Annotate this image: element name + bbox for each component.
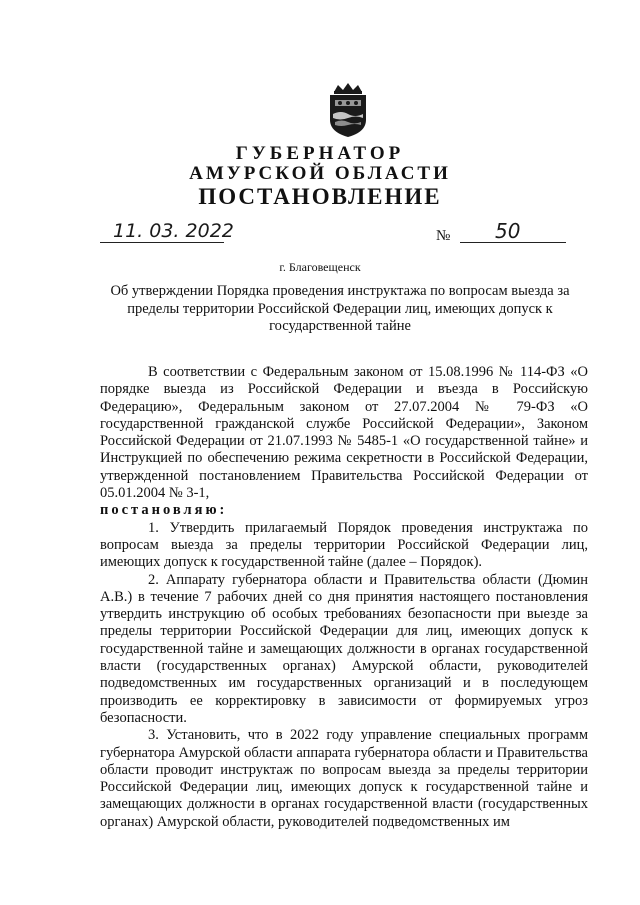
document-date: 11. 03. 2022 — [113, 220, 234, 242]
number-underline — [460, 242, 566, 243]
document-body — [100, 364, 588, 831]
decree-item-1: 1. Утвердить прилагаемый Порядок проведения инструктажа по вопросам выезда за пределы территории Российской Федерации лиц, имеющих допуск к государственной тайне (далее – Порядок). — [100, 519, 588, 571]
preamble-paragraph: В соответствии с Федеральным законом от 15.08.1996 № 114-ФЗ «О порядке выезда из Российской Федерации и въезда в Российскую Федерацию», Федеральным законом от 27.07.2004 № 79-ФЗ «О государственной гражданской службе Российской Федерации», Законом Российской Федерации от 21.07.1993 № 5485-1 «О государственной тайне» и Инструкцией по обеспечению режима секретности в Российской Федерации, утвержденной постановлением Правительства Российской Федерации от 05.01.2004 № 3-1, — [100, 364, 588, 502]
decree-item-2: 2. Аппарату губернатора области и Правительства области (Дюмин А.В.) в течение 7 рабочих дней со дня принятия настоящего постановления утвердить инструкцию об особых требованиях безопасности при выезде за пределы территории Российской Федерации для лиц, имеющих допуск к государственной тайне и замещающих должности в органах государственной власти (государственных органах) Амурской области, руководителей подведомственных им государственных организаций и в последующем производить ее корректировку в зависимости от формируемых угроз безопасности. — [100, 571, 588, 726]
document-number: 50 — [495, 219, 521, 243]
city-label: г. Благовещенск — [279, 260, 361, 274]
region-heading: АМУРСКОЙ ОБЛАСТИ — [189, 163, 451, 184]
document-type-title: ПОСТАНОВЛЕНИЕ — [198, 184, 442, 209]
coat-of-arms-emblem — [326, 82, 370, 138]
decree-item-3: 3. Установить, что в 2022 году управление специальных программ губернатора Амурской области аппарата губернатора области и Правительства области проводит инструктаж по вопросам выезда за пределы территории Российской Федерации лиц, имеющих допуск к государственной тайне и замещающих должности в органах государственной власти (государственных органах) Амурской области, руководителей подведомственных им — [100, 727, 588, 830]
number-label: № — [436, 228, 451, 244]
document-subject: Об утверждении Порядка проведения инструктажа по вопросам выезда за пределы территории Российской Федерации лиц, имеющих допуск к государственной тайне — [110, 283, 570, 334]
decree-word: постановляю: — [100, 502, 228, 519]
date-underline — [100, 242, 224, 243]
governor-heading: ГУБЕРНАТОР — [235, 143, 405, 164]
